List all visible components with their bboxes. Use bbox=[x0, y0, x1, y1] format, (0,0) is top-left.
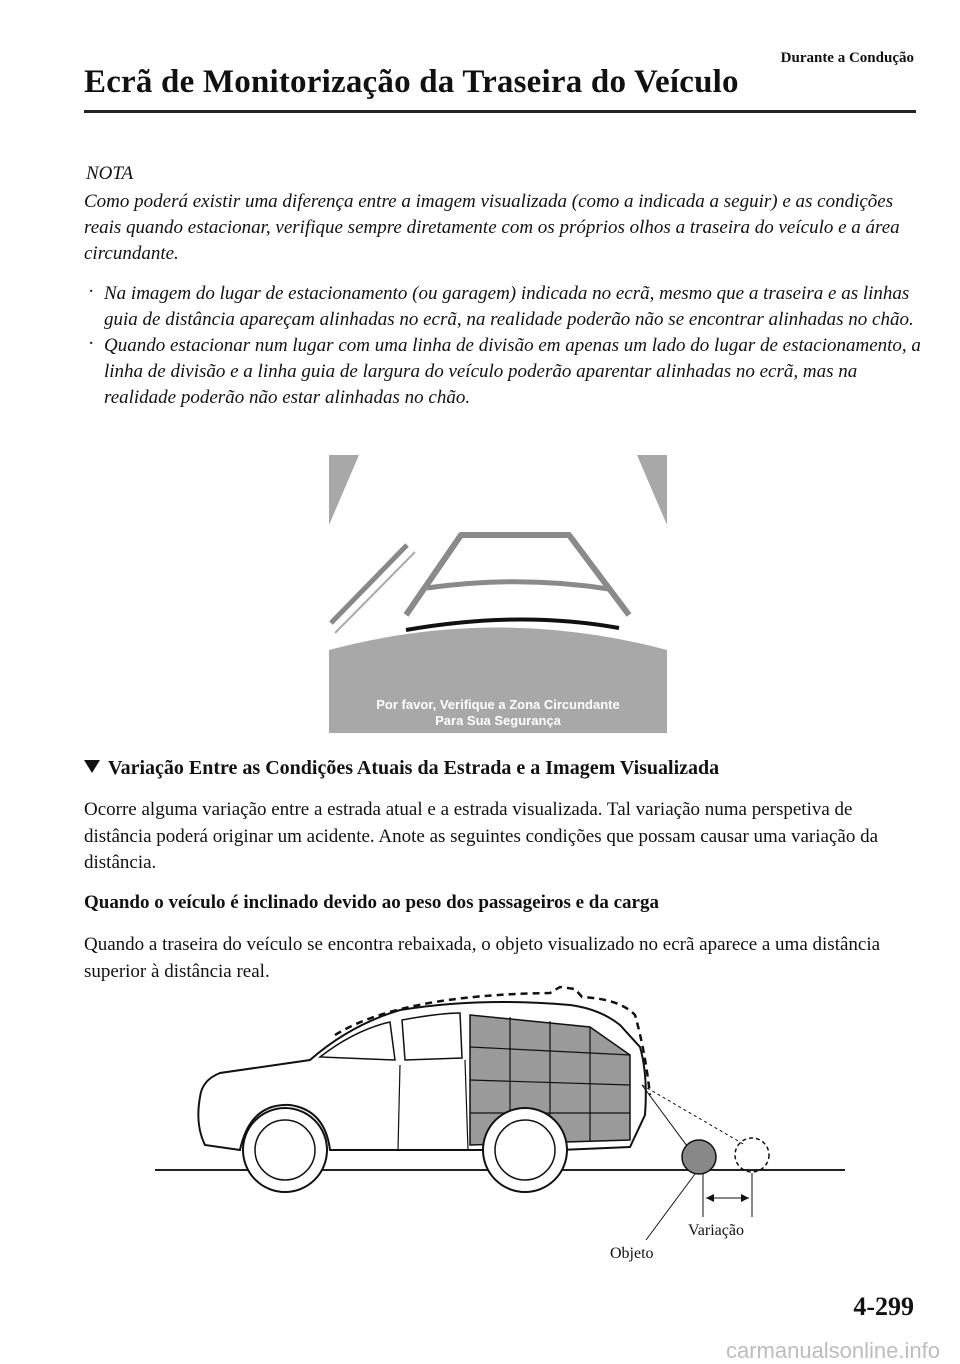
camera-sight-line bbox=[642, 1085, 690, 1150]
note-bullet-text: Quando estacionar num lugar com uma linha de divisão em apenas um lado do lugar de estacionamento, a linha de divisão e a linha guia de largura do veículo poderão aparentar alinhadas no ecrã, mas na realidade poderão não estar alinhadas no chão. bbox=[104, 335, 921, 408]
screen-warning-line2: Para Sua Segurança bbox=[435, 713, 561, 728]
rear-wheel bbox=[483, 1108, 567, 1192]
note-bullet bbox=[84, 333, 924, 411]
section-heading-text: Variação Entre as Condições Atuais da Estrada e a Imagem Visualizada bbox=[108, 757, 720, 779]
bullet-dot-icon: · bbox=[88, 281, 95, 302]
bullet-dot-icon: · bbox=[88, 333, 95, 354]
screen-warning-line1: Por favor, Verifique a Zona Circundante bbox=[376, 697, 620, 712]
section-paragraph-2: Quando a traseira do veículo se encontra rebaixada, o objeto visualizado no ecrã aparece a uma distância superior à distância real. bbox=[84, 934, 881, 982]
note-bullet-list bbox=[84, 281, 924, 411]
displayed-object-position bbox=[735, 1138, 769, 1172]
note-label: NOTA bbox=[86, 163, 134, 184]
header-section: Durante a Condução bbox=[780, 50, 914, 66]
watermark: carmanualsonline.info bbox=[725, 1338, 940, 1363]
displayed-sight-line bbox=[642, 1085, 745, 1145]
page-title: Ecrã de Monitorização da Traseira do Veículo bbox=[84, 64, 739, 100]
section-paragraph: Ocorre alguma variação entre a estrada atual e a estrada visualizada. Tal variação numa perspetiva de distância poderá originar um acidente. Anote as seguintes condições que possam causar uma variação da distância. bbox=[84, 799, 879, 873]
note-bullet-text: Na imagem do lugar de estacionamento (ou garagem) indicada no ecrã, mesmo que a traseira e as linhas guia de distância apareçam alinhadas no ecrã, na realidade poderão não se encontrar alinhadas no chão. bbox=[104, 283, 914, 330]
section-heading bbox=[84, 757, 719, 780]
section-subheading: Quando o veículo é inclinado devido ao peso dos passageiros e da carga bbox=[84, 892, 659, 913]
note-bullet bbox=[84, 281, 924, 333]
variation-label: Variação bbox=[688, 1222, 744, 1239]
note-body: Como poderá existir uma diferença entre a imagem visualizada (como a indicada a seguir) e as condições reais quando estacionar, verifique sempre diretamente com os próprios olhos a traseira do veículo e a área circundante. bbox=[84, 191, 900, 264]
object-label: Objeto bbox=[610, 1245, 654, 1262]
object-ball bbox=[682, 1140, 716, 1174]
front-wheel bbox=[243, 1108, 327, 1192]
section-triangle-icon bbox=[84, 760, 100, 773]
vehicle-tilt-diagram bbox=[150, 985, 850, 1275]
rear-camera-screen-illustration bbox=[329, 455, 667, 733]
page-number: 4-299 bbox=[853, 1292, 914, 1321]
header-divider bbox=[84, 110, 916, 113]
